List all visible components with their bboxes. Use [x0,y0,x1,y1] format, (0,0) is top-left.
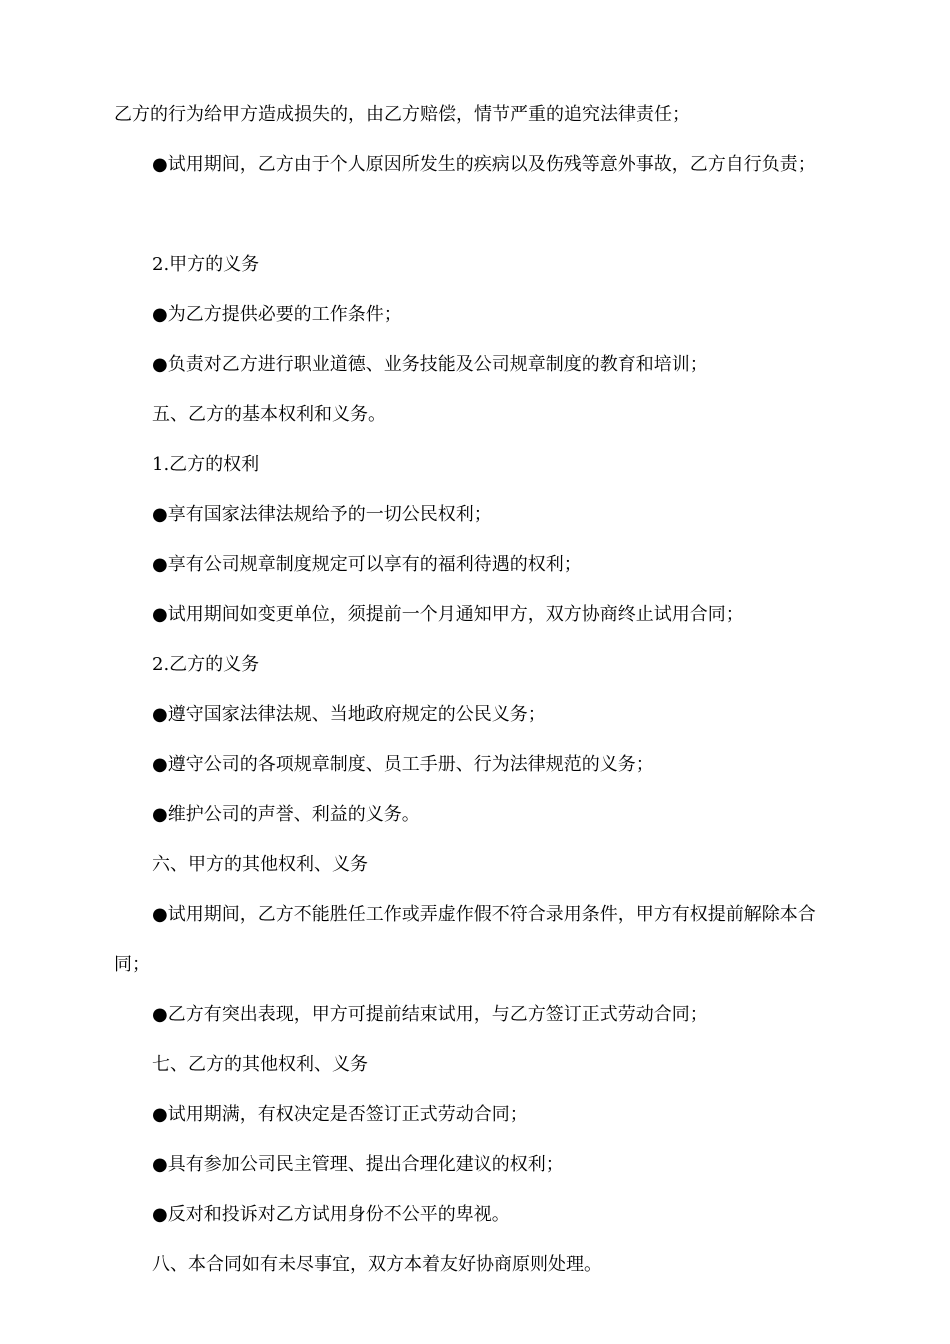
paragraph-obey-laws: ●遵守国家法律法规、当地政府规定的公民义务； [152,704,546,725]
paragraph-training: ●负责对乙方进行职业道德、业务技能及公司规章制度的教育和培训； [152,354,708,375]
paragraph-early-formal-contract: ●乙方有突出表现，甲方可提前结束试用，与乙方签订正式劳动合同； [152,1004,708,1025]
paragraph-protect-reputation: ●维护公司的声誉、利益的义务。 [152,804,420,825]
heading-party-b-rights: 1.乙方的权利 [152,454,260,475]
heading-section-six: 六、甲方的其他权利、义务 [152,854,368,875]
heading-section-five: 五、乙方的基本权利和义务。 [152,404,386,425]
paragraph-democratic-management: ●具有参加公司民主管理、提出合理化建议的权利； [152,1154,564,1175]
paragraph-terminate-contract: ●试用期间，乙方不能胜任工作或弄虚作假不符合录用条件，甲方有权提前解除本合同； [114,904,816,975]
paragraph-compensation: 乙方的行为给甲方造成损失的，由乙方赔偿，情节严重的追究法律责任； [114,104,690,125]
heading-party-a-obligations: 2.甲方的义务 [152,254,260,275]
paragraph-illness-responsibility: ●试用期间，乙方由于个人原因所发生的疾病以及伤残等意外事故，乙方自行负责； [152,154,816,175]
paragraph-citizen-rights: ●享有国家法律法规给予的一切公民权利； [152,504,492,525]
heading-section-seven: 七、乙方的其他权利、义务 [152,1054,368,1075]
paragraph-work-conditions: ●为乙方提供必要的工作条件； [152,304,402,325]
paragraph-obey-company-rules: ●遵守公司的各项规章制度、员工手册、行为法律规范的义务； [152,754,654,775]
paragraph-change-employer: ●试用期间如变更单位，须提前一个月通知甲方，双方协商终止试用合同； [152,604,744,625]
paragraph-decide-contract: ●试用期满，有权决定是否签订正式劳动合同； [152,1104,528,1125]
paragraph-oppose-discrimination: ●反对和投诉对乙方试用身份不公平的卑视。 [152,1204,510,1225]
heading-party-b-obligations: 2.乙方的义务 [152,654,260,675]
heading-section-eight: 八、本合同如有未尽事宜，双方本着友好协商原则处理。 [152,1254,602,1275]
paragraph-welfare-rights: ●享有公司规章制度规定可以享有的福利待遇的权利； [152,554,582,575]
